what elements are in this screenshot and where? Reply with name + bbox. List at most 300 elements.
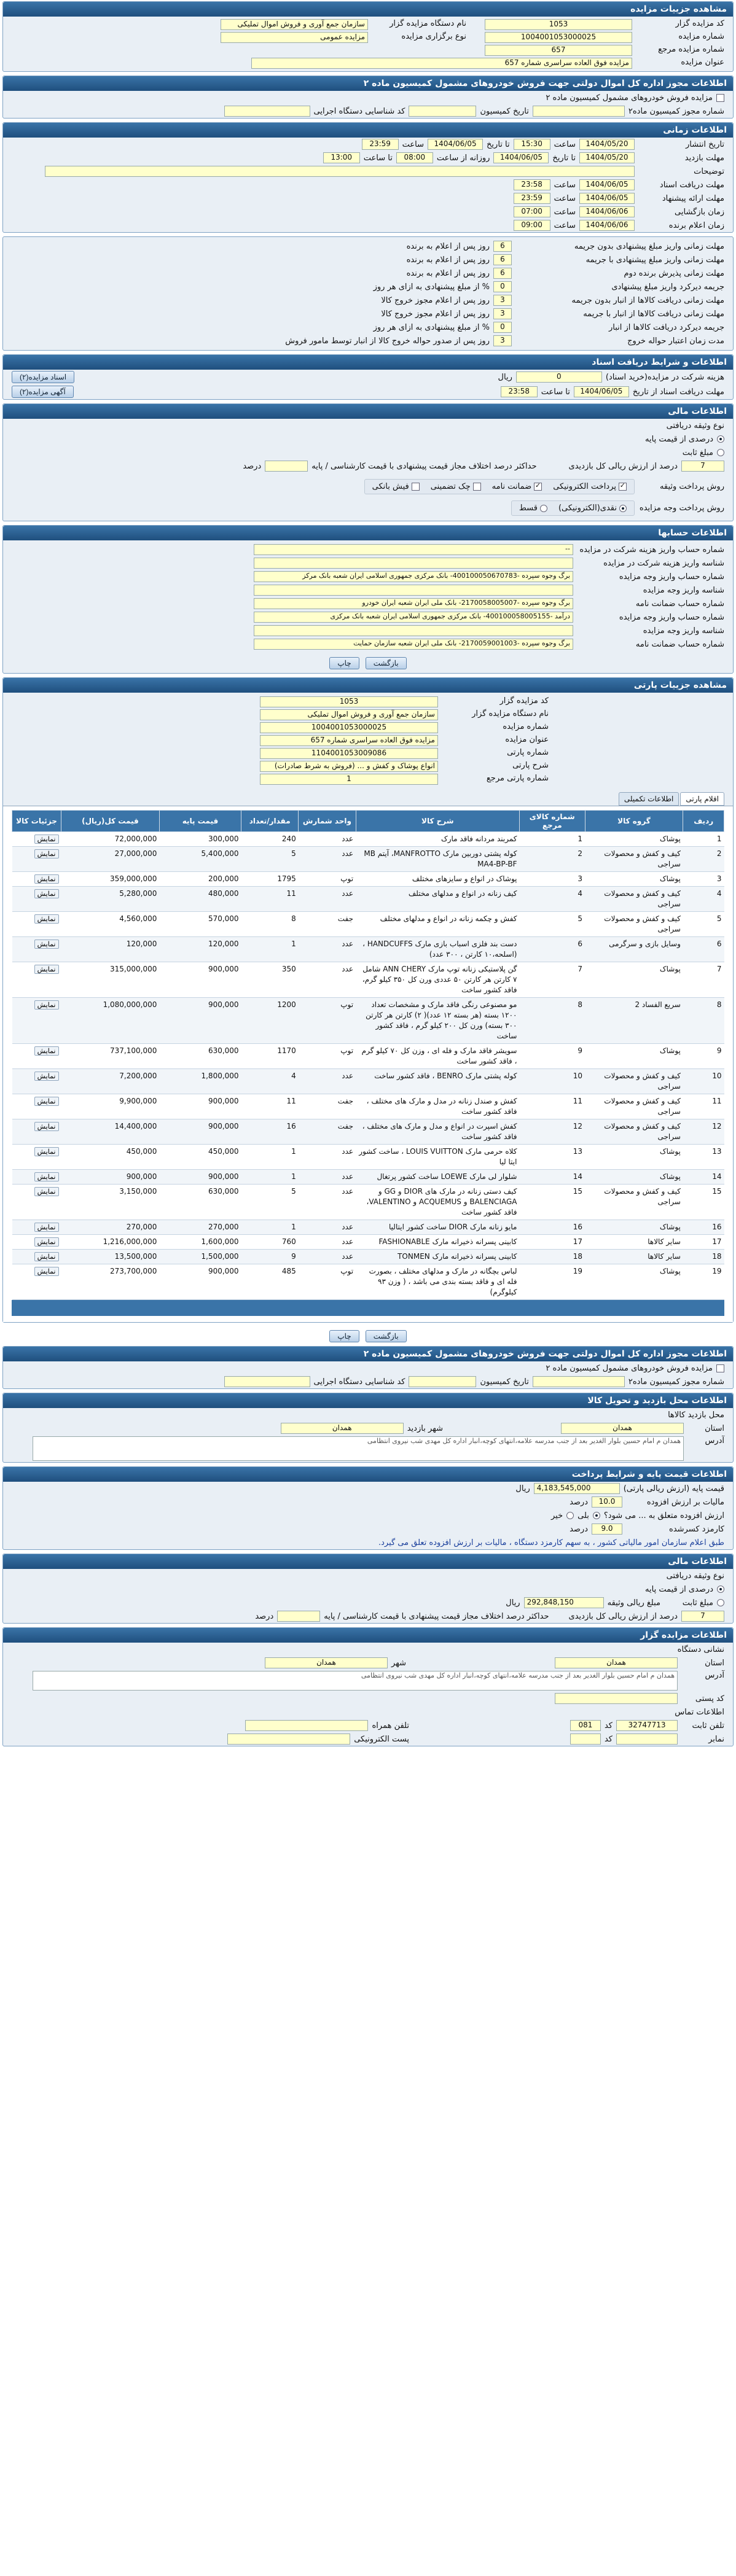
table-cell [12, 1170, 61, 1185]
table-cell: 17 [519, 1235, 585, 1250]
column-header: قیمت کل(ریال) [61, 811, 160, 832]
table-cell: پوشاک [585, 832, 683, 847]
table-cell [12, 1250, 61, 1264]
label: درصد [243, 461, 262, 471]
percent-radio[interactable] [717, 435, 724, 443]
table-cell: وسایل بازی و سرگرمی [585, 937, 683, 962]
item-detail-button[interactable]: نمایش [34, 1223, 59, 1232]
table-cell: گن پلاستیکی زنانه توپ مارک ANN CHERY شامل ۷ کارتن هر کارتن ۵۰ عددی ورن کل ۳۵۰ کیلو گرم، فاقد کشور ساخت [356, 962, 519, 998]
label: هزینه شرکت در مزایده(خرید اسناد) [605, 372, 724, 382]
label: ریال [515, 1484, 530, 1493]
article2-checkbox-2[interactable] [716, 1364, 724, 1372]
item-detail-button[interactable]: نمایش [34, 965, 59, 974]
phone-field: 32747713 [616, 1720, 678, 1731]
table-cell: 6 [683, 937, 724, 962]
postal-code-field [555, 1693, 678, 1704]
table-row [12, 962, 724, 998]
tab-extra-info[interactable]: اطلاعات تکمیلی [619, 792, 679, 806]
table-cell: لباس بچگانه در مارک و مدلهای مختلف ، بصورت فله ای و فاقد بسته بندی می باشد ، ( وزن ۹۳ کیلوگرم) [356, 1264, 519, 1300]
tax-field: 10.0 [592, 1496, 622, 1508]
table-cell: 300,000 [159, 832, 241, 847]
announce-date: 1404/06/06 [579, 220, 635, 231]
account-label: شماره حساب واریز هزینه شرکت در مزایده [579, 545, 724, 555]
payment-method-option[interactable] [558, 504, 627, 513]
item-detail-button[interactable]: نمایش [34, 1147, 59, 1156]
account-label: شماره حساب ضمانت نامه [635, 599, 724, 609]
label: استان [705, 1423, 724, 1433]
rule-label: مهلت زمانی دریافت کالاها از انبار با جریمه [583, 309, 724, 319]
table-cell: 900,000 [159, 962, 241, 998]
vat-no-radio[interactable] [566, 1512, 574, 1519]
table-cell: عدد [299, 1250, 356, 1264]
table-cell [12, 1044, 61, 1069]
label: نشانی دستگاه [677, 1644, 724, 1654]
label: مهلت بازدید [684, 153, 724, 163]
table-cell: 900,000 [159, 998, 241, 1044]
table-cell: 14 [683, 1170, 724, 1185]
table-cell: عدد [299, 1185, 356, 1220]
payment-method-option[interactable] [519, 504, 547, 513]
rule-unit: روز پس از اعلام به برنده [406, 255, 490, 265]
rule-row [3, 334, 733, 348]
label: کد [604, 1734, 613, 1744]
label: توضیحات [694, 166, 724, 176]
column-header: شرح کالا [356, 811, 519, 832]
table-cell: 760 [241, 1235, 299, 1250]
table-cell: کیف دستی زنانه در مارک های DIOR و GG و BALENCIAGA و ACQUEMUS و VALENTINO، فاقد کشور ساخت [356, 1185, 519, 1220]
table-cell: 273,700,000 [61, 1264, 160, 1300]
table-cell: عدد [299, 1069, 356, 1094]
table-cell: 16 [519, 1220, 585, 1235]
vat-notice: طبق اعلام سازمان امور مالیاتی کشور ، به سهم کارمزد دستگاه ، مالیات بر ارزش افزوده تعلق می گیرد. [378, 1538, 724, 1547]
label: تا ساعت [541, 387, 570, 397]
table-cell: دست بند فلزی اسباب بازی مارک HANDCUFFS ، (اسلحه،۱۰ کارتن ، ۳۰۰ عدد) [356, 937, 519, 962]
street-field: همدان م امام حسین بلوار الغدیر بعد از جنب مدرسه علامه،انتهای کوچه،انبار اداره کل مهدی شب نیروی انتظامی [33, 1671, 678, 1691]
visit-time: 08:00 [396, 152, 433, 163]
table-cell: عدد [299, 962, 356, 998]
table-row [12, 872, 724, 887]
documents-section [2, 354, 734, 400]
column-header: قیمت پایه [159, 811, 241, 832]
payment-method-label: قسط [519, 504, 538, 513]
table-cell: 9 [683, 1044, 724, 1069]
account-label: شماره حساب ضمانت نامه [635, 639, 724, 649]
rule-value: 3 [493, 335, 512, 346]
commission-date-field [409, 106, 476, 117]
label: شماره مزایده [503, 722, 549, 731]
party-ref: 1 [260, 774, 438, 785]
rule-unit: روز پس از صدور حواله خروج کالا از انبار توسط مامور فروش [285, 336, 490, 346]
rule-row [3, 280, 733, 294]
item-detail-button[interactable]: نمایش [34, 1172, 59, 1181]
table-cell: 359,000,000 [61, 872, 160, 887]
offer-date: 1404/06/05 [579, 193, 635, 204]
fixed-radio-2[interactable] [717, 1599, 724, 1606]
label: نام دستگاه مزایده گزار [472, 709, 549, 718]
rule-label: مهلت زمانی واریز مبلغ پیشنهادی بدون جریمه [574, 241, 724, 251]
table-cell: 7 [519, 962, 585, 998]
table-cell: کیف زنانه در انواع و مدلهای مختلف [356, 887, 519, 912]
payment-option-label: فیش بانکی [372, 482, 409, 491]
party-details-section [2, 677, 734, 1323]
section-title: اطلاعات زمانی [3, 123, 733, 138]
item-detail-button[interactable]: نمایش [34, 1072, 59, 1081]
table-cell: 480,000 [159, 887, 241, 912]
label: ریال [506, 1598, 520, 1608]
payment-option-checkbox[interactable] [412, 483, 420, 491]
table-cell: 4 [519, 887, 585, 912]
label: محل بازدید کالاها [668, 1410, 724, 1420]
label: نوع برگزاری مزایده [401, 32, 466, 41]
label: تاریخ انتشار [686, 139, 724, 149]
section-title: اطلاعات مالی [3, 404, 733, 419]
rule-row [3, 321, 733, 334]
party-number: 1104001053009086 [260, 748, 438, 759]
auction-subject-field: مزایده فوق العاده سراسری شماره 657 [251, 58, 632, 69]
label: شماره مزایده مرجع [658, 45, 724, 54]
table-cell: 570,000 [159, 912, 241, 937]
table-cell: 450,000 [159, 1145, 241, 1170]
label: مبلغ ثابت [682, 1598, 713, 1608]
item-detail-button[interactable]: نمایش [34, 1097, 59, 1106]
table-cell: 13 [683, 1145, 724, 1170]
label: درصد [255, 1611, 274, 1621]
table-cell: سایر کالاها [585, 1250, 683, 1264]
guarantee-payment-options [364, 479, 635, 494]
table-row [12, 998, 724, 1044]
table-cell: 9,900,000 [61, 1094, 160, 1119]
item-detail-button[interactable]: نمایش [34, 1267, 59, 1276]
payment-option[interactable] [431, 482, 481, 491]
label: زمان بازگشایی [675, 207, 724, 217]
financial-section [2, 403, 734, 521]
fax-code-field [570, 1734, 601, 1745]
section-title: مشاهده جزییات پارتی [3, 678, 733, 693]
table-cell: توپ [299, 1264, 356, 1300]
table-cell: 630,000 [159, 1185, 241, 1220]
table-cell: کیف و کفش و محصولات سراجی [585, 1094, 683, 1119]
open-time: 07:00 [514, 206, 550, 217]
offer-time: 23:59 [514, 193, 550, 204]
auction-docs-button[interactable]: اسناد مزایده(۲) [12, 371, 74, 383]
table-cell: 5 [519, 912, 585, 937]
announce-time: 09:00 [514, 220, 550, 231]
table-cell: 350 [241, 962, 299, 998]
table-cell: 270,000 [61, 1220, 160, 1235]
rule-value: 0 [493, 322, 512, 333]
table-cell: 3,150,000 [61, 1185, 160, 1220]
payment-option-checkbox[interactable] [619, 483, 627, 491]
payment-option-checkbox[interactable] [534, 483, 542, 491]
table-cell: عدد [299, 1235, 356, 1250]
item-detail-button[interactable]: نمایش [34, 914, 59, 924]
rule-unit: روز پس از اعلام به برنده [406, 241, 490, 251]
table-cell: 737,100,000 [61, 1044, 160, 1069]
print-button[interactable]: چاپ [329, 657, 359, 669]
table-cell: 485 [241, 1264, 299, 1300]
table-cell: 4,560,000 [61, 912, 160, 937]
label: قیمت پایه (ارزش ریالی پارتی) [623, 1484, 724, 1493]
account-value [254, 625, 573, 636]
account-row [3, 597, 733, 610]
item-detail-button[interactable]: نمایش [34, 1187, 59, 1196]
label: زمان اعلام برنده [668, 220, 724, 230]
table-cell: 1 [241, 937, 299, 962]
section-title: اطلاعات مزایده گزار [3, 1628, 733, 1643]
label: شماره مجوز کمیسیون ماده۲ [628, 106, 724, 116]
section-title: مشاهده جزییات مزایده [3, 2, 733, 17]
rule-unit: روز پس از اعلام مجوز خروج کالا [381, 309, 490, 319]
section-title: اطلاعات و شرایط دریافت اسناد [3, 355, 733, 370]
max-diff-field-2 [277, 1611, 320, 1622]
fixed-radio[interactable] [717, 449, 724, 456]
column-header: گروه کالا [585, 811, 683, 832]
auctioneer-code-field: 1053 [485, 19, 632, 30]
account-row [3, 556, 733, 570]
table-cell: 5,280,000 [61, 887, 160, 912]
payment-option[interactable] [492, 482, 542, 491]
agency-id-field-2 [224, 1376, 310, 1387]
label: پست الکترونیکی [354, 1734, 409, 1744]
label: مبلغ ریالی وثیقه [607, 1598, 660, 1608]
label: تا ساعت [363, 153, 393, 163]
table-cell: 240 [241, 832, 299, 847]
label: شماره پارتی مرجع [486, 774, 549, 783]
table-cell: کوله پشتی مارک BENRO ، فاقد کشور ساخت [356, 1069, 519, 1094]
section-title: اطلاعات قیمت پایه و شرایط پرداخت [3, 1467, 733, 1482]
percent-field-2: 7 [681, 1611, 724, 1622]
table-cell: جفت [299, 912, 356, 937]
area-code-field: 081 [570, 1720, 601, 1731]
table-row [12, 1220, 724, 1235]
item-detail-button[interactable]: نمایش [34, 1122, 59, 1131]
fax-field [616, 1734, 678, 1745]
publish-to-time: 23:59 [362, 139, 399, 150]
financial-section-2 [2, 1554, 734, 1624]
label: درصد از ارزش ریالی کل بازدیدی [568, 461, 678, 471]
table-row [12, 1170, 724, 1185]
table-cell: 17 [683, 1235, 724, 1250]
description-field [45, 166, 635, 177]
table-cell: توپ [299, 998, 356, 1044]
payment-option-checkbox[interactable] [473, 483, 481, 491]
tab-party-items[interactable]: اقلام پارتی [680, 792, 724, 806]
payment-method-radio[interactable] [540, 505, 547, 512]
section-title: اطلاعات مجوز اداره کل اموال دولتی جهت فروش خودروهای مشمول کمیسیون ماده ۲ [3, 1347, 733, 1361]
table-row [12, 832, 724, 847]
table-cell: شلوار لی مارک LOEWE ساخت کشور پرتغال [356, 1170, 519, 1185]
table-cell: مو مصنوعی رنگی فاقد مارک و مشخصات تعداد ۱۲۰۰ بسته (هر بسته ۱۲ عدد)( ۲) کارتن هر کارتن ۳۰۰ بسته) ورن کل ۲۰۰ کیلو گرم ، فاقد کشور ساخت [356, 998, 519, 1044]
table-cell: عدد [299, 1220, 356, 1235]
item-detail-button[interactable]: نمایش [34, 889, 59, 898]
table-cell [12, 847, 61, 872]
item-detail-button[interactable]: نمایش [34, 1237, 59, 1247]
label: ساعت [402, 139, 425, 149]
account-row [3, 637, 733, 651]
item-detail-button[interactable]: نمایش [34, 874, 59, 884]
label: مهلت دریافت اسناد [659, 180, 724, 190]
party-subject: مزایده فوق العاده سراسری شماره 657 [260, 735, 438, 746]
table-cell: 8 [683, 998, 724, 1044]
print-button-2[interactable]: چاپ [329, 1330, 359, 1342]
table-cell: پوشاک [585, 1220, 683, 1235]
table-cell: پوشاک [585, 1170, 683, 1185]
payment-method-radio[interactable] [619, 505, 627, 512]
table-cell: 19 [683, 1264, 724, 1300]
label: حداکثر درصد اختلاف مجاز قیمت پیشنهادی با قیمت کارشناسی / پایه [324, 1611, 549, 1621]
table-cell [12, 1069, 61, 1094]
back-button-2[interactable]: بازگشت [366, 1330, 407, 1342]
table-cell: 10 [519, 1069, 585, 1094]
table-cell: 14 [519, 1170, 585, 1185]
rule-label: مهلت زمانی دریافت کالاها از انبار بدون جریمه [571, 295, 724, 305]
province-field-2: همدان [555, 1657, 678, 1668]
table-cell [12, 1264, 61, 1300]
table-cell: 1170 [241, 1044, 299, 1069]
item-detail-button[interactable]: نمایش [34, 940, 59, 949]
table-cell [12, 1185, 61, 1220]
table-cell: 1,600,000 [159, 1235, 241, 1250]
table-cell: توپ [299, 872, 356, 887]
label: کد مزایده گزار [499, 696, 549, 706]
mobile-field [245, 1720, 368, 1731]
table-cell: 13,500,000 [61, 1250, 160, 1264]
table-cell: عدد [299, 1145, 356, 1170]
publish-date: 1404/05/20 [579, 139, 635, 150]
label: تا تاریخ [487, 139, 510, 149]
rule-unit: روز پس از اعلام به برنده [406, 268, 490, 278]
auction-payment-options [511, 500, 635, 516]
table-cell: عدد [299, 1170, 356, 1185]
table-cell: عدد [299, 887, 356, 912]
table-cell [12, 912, 61, 937]
table-cell [12, 872, 61, 887]
items-table [12, 810, 724, 1300]
label: تلفن ثابت [692, 1721, 724, 1730]
column-header: ردیف [683, 811, 724, 832]
table-cell: 18 [519, 1250, 585, 1264]
payment-option-label: پرداخت الکترونیکی [553, 482, 616, 491]
table-cell: 4 [241, 1069, 299, 1094]
rule-label: مدت زمان اعتبار حواله خروج [627, 336, 724, 346]
table-cell: 900,000 [159, 1170, 241, 1185]
rule-label: مهلت زمانی پذیرش برنده دوم [624, 268, 724, 278]
table-cell: 900,000 [159, 1094, 241, 1119]
party-org: سازمان جمع آوری و فروش اموال تملیکی [260, 709, 438, 720]
label: درصد [570, 1497, 588, 1507]
item-detail-button[interactable]: نمایش [34, 1000, 59, 1010]
table-row [12, 1094, 724, 1119]
label: درصدی از قیمت پایه [645, 1584, 713, 1594]
label: کد مزایده گزار [675, 19, 724, 28]
table-cell: 11 [683, 1094, 724, 1119]
table-cell: کابینی پسرانه ذخیرانه مارک TONMEN [356, 1250, 519, 1264]
table-cell [12, 1145, 61, 1170]
table-cell: 1,800,000 [159, 1069, 241, 1094]
table-row [12, 847, 724, 872]
table-row [12, 1069, 724, 1094]
permit-section-2 [2, 1346, 734, 1389]
auction-number-field: 1004001053000025 [485, 32, 632, 43]
rule-label: مهلت زمانی واریز مبلغ پیشنهادی با جریمه [585, 255, 724, 265]
item-detail-button[interactable]: نمایش [34, 835, 59, 844]
table-cell: 9 [241, 1250, 299, 1264]
section-title: اطلاعات مالی [3, 1554, 733, 1569]
auction-notice-button[interactable]: آگهی مزایده(۲) [12, 386, 74, 398]
payment-method-label: نقدی(الکترونیکی) [558, 504, 617, 513]
auction-ref-field: 657 [485, 45, 632, 56]
table-cell: پوشاک در انواع و سایزهای مختلف [356, 872, 519, 887]
table-cell: کیف و کفش و محصولات سراجی [585, 1069, 683, 1094]
payment-option[interactable] [553, 482, 627, 491]
table-cell: پوشاک [585, 1145, 683, 1170]
table-row [12, 1145, 724, 1170]
visit-to-date: 1404/06/05 [493, 152, 549, 163]
table-cell: 72,000,000 [61, 832, 160, 847]
table-cell: پوشاک [585, 872, 683, 887]
timing-section [2, 122, 734, 233]
table-cell: 13 [519, 1145, 585, 1170]
payment-option[interactable] [372, 482, 420, 491]
accounts-section [2, 525, 734, 674]
back-button[interactable]: بازگشت [366, 657, 407, 669]
vat-yes-radio[interactable] [593, 1512, 600, 1519]
table-cell: 900,000 [159, 1119, 241, 1145]
label: مبلغ ثابت [682, 448, 713, 457]
label: نوع وثیقه دریافتی [666, 1571, 724, 1581]
table-cell: 19 [519, 1264, 585, 1300]
item-detail-button[interactable]: نمایش [34, 849, 59, 858]
table-cell: 3 [519, 872, 585, 887]
auctioneer-info-section [2, 1627, 734, 1746]
label: شهر [391, 1658, 406, 1668]
label: خیر [551, 1511, 563, 1520]
table-cell: 1,216,000,000 [61, 1235, 160, 1250]
item-detail-button[interactable]: نمایش [34, 1252, 59, 1261]
label: تاریخ کمیسیون [480, 106, 529, 116]
table-row [12, 1119, 724, 1145]
rule-value: 6 [493, 254, 512, 265]
doc-date: 1404/06/05 [579, 179, 635, 190]
table-cell: پوشاک [585, 1264, 683, 1300]
table-cell: 1 [519, 832, 585, 847]
label: درصد از ارزش ریالی کل بازدیدی [568, 1611, 678, 1621]
article2-checkbox[interactable] [716, 94, 724, 102]
commission-field: 9.0 [592, 1523, 622, 1535]
rule-unit: % از مبلغ پیشنهادی به ازای هر روز [373, 322, 490, 332]
rule-row [3, 294, 733, 307]
table-cell: 18 [683, 1250, 724, 1264]
table-row [12, 1044, 724, 1069]
visit-to-time: 13:00 [323, 152, 360, 163]
label: حداکثر درصد اختلاف مجاز قیمت پیشنهادی با قیمت کارشناسی / پایه [311, 461, 537, 471]
label: آدرس [705, 1671, 724, 1680]
doc-time: 23:58 [514, 179, 550, 190]
label: ساعت [554, 207, 576, 217]
percent-radio-2[interactable] [717, 1586, 724, 1593]
table-cell: 450,000 [61, 1145, 160, 1170]
table-cell: پوشاک [585, 1044, 683, 1069]
table-cell: عدد [299, 937, 356, 962]
visit-date: 1404/05/20 [579, 152, 635, 163]
item-detail-button[interactable]: نمایش [34, 1046, 59, 1056]
table-cell: جفت [299, 1094, 356, 1119]
open-date: 1404/06/06 [579, 206, 635, 217]
account-label: شناسه واریز وجه مزایده [643, 626, 724, 636]
table-cell: 10 [683, 1069, 724, 1094]
rules-section [2, 236, 734, 351]
table-cell: 15 [683, 1185, 724, 1220]
